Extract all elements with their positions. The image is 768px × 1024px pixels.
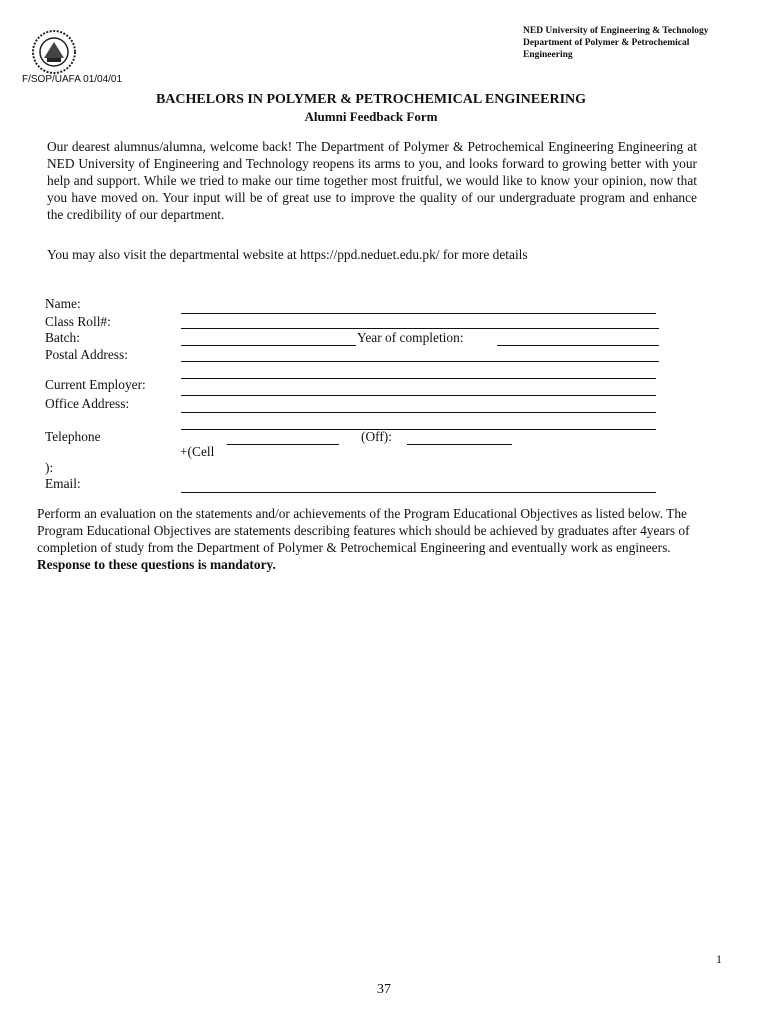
year-of-completion-input-line[interactable] (497, 345, 659, 346)
page-number: 37 (377, 982, 391, 997)
website-note: You may also visit the departmental website at https://ppd.neduet.edu.pk/ for more details (47, 247, 528, 262)
evaluation-instructions (37, 505, 717, 573)
intro-paragraph: Our dearest alumnus/alumna, welcome back! The Department of Polymer & Petrochemical Engineering Engineering at NED University of Engineering and Technology reopens its arms to you, and looks forward to growing better with your help and support. While we tried to make our time together most fruitful, we would like to know your opinion, now that you have moved on. Your input will be of great use to improve the quality of our undergraduate program and enhance the credibility of our department. (47, 139, 697, 222)
page-number-small: 1 (716, 952, 722, 966)
department-line-1: Department of Polymer & Petrochemical (523, 38, 690, 48)
telephone-label: Telephone (45, 429, 101, 444)
page-title: BACHELORS IN POLYMER & PETROCHEMICAL ENGINEERING (155, 92, 587, 107)
year-of-completion-label: Year of completion: (357, 330, 464, 345)
email-label: Email: (45, 476, 81, 491)
university-name: NED University of Engineering & Technology (523, 26, 709, 36)
form-code: F/SOP/UAFA 01/04/01 (22, 74, 123, 85)
class-roll-input-line[interactable] (181, 328, 659, 329)
department-line-2: Engineering (523, 50, 573, 60)
postal-address-input-line-2[interactable] (181, 378, 656, 379)
office-address-input-line-2[interactable] (181, 429, 656, 430)
cell-label-close: ): (45, 460, 54, 475)
cell-label-open: +(Cell (180, 444, 215, 459)
postal-address-input-line[interactable] (181, 361, 659, 362)
office-phone-label: (Off): (361, 429, 392, 444)
mandatory-note: Response to these questions is mandatory. (37, 557, 276, 572)
batch-input-line[interactable] (181, 345, 356, 346)
class-roll-label: Class Roll#: (45, 314, 111, 329)
batch-label: Batch: (45, 330, 80, 345)
office-address-label: Office Address: (45, 396, 130, 411)
current-employer-label: Current Employer: (45, 377, 146, 392)
name-label: Name: (45, 296, 81, 311)
current-employer-input-line[interactable] (181, 395, 656, 396)
evaluation-text: Perform an evaluation on the statements and/or achievements of the Program Educational Objectives as listed below. The Program Educational Objectives are statements describing features which should be achieved by graduates after 4years of completion of study from the Department of Polymer & Petrochemical Engineering and eventually work as engineers. (37, 506, 690, 555)
university-logo (30, 28, 78, 76)
university-header (523, 25, 753, 61)
email-input-line[interactable] (181, 492, 656, 493)
office-phone-input-line[interactable] (407, 444, 512, 445)
telephone-input-line[interactable] (227, 444, 339, 445)
form-subtitle: Alumni Feedback Form (304, 109, 438, 124)
office-address-input-line[interactable] (181, 412, 656, 413)
postal-address-label: Postal Address: (45, 347, 128, 362)
name-input-line[interactable] (181, 313, 656, 314)
